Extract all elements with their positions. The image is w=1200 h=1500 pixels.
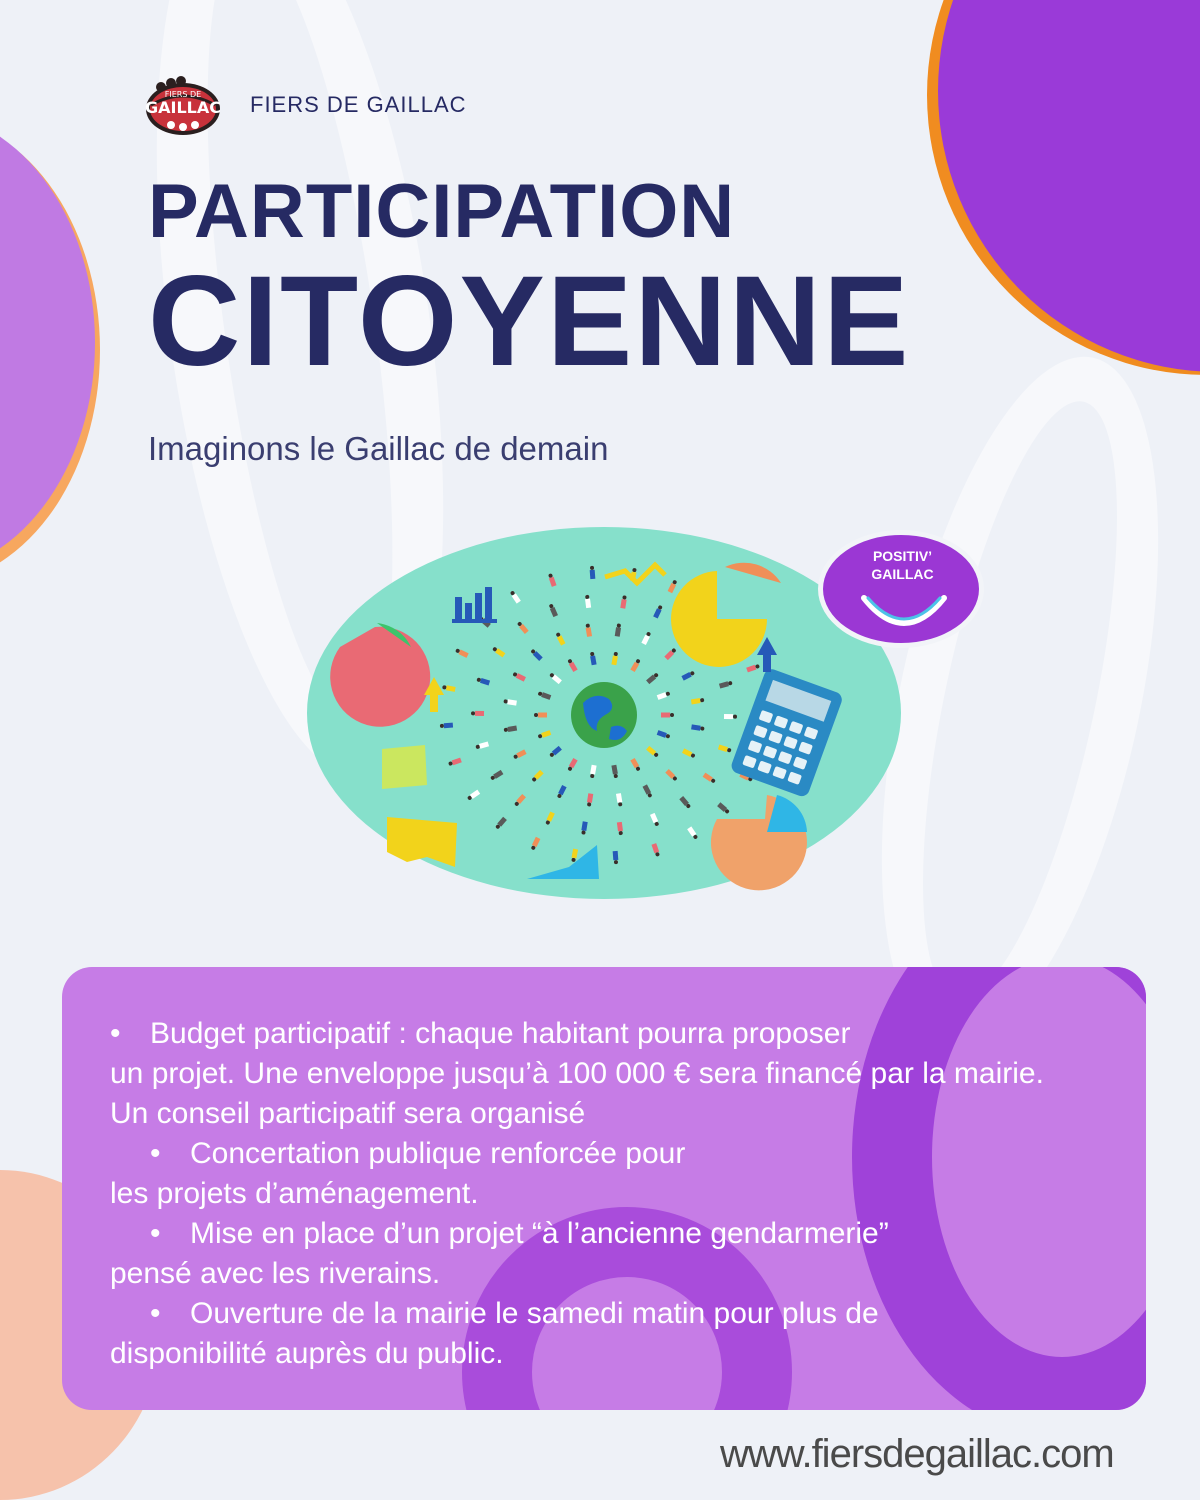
fiers-de-gaillac-logo bbox=[143, 75, 223, 137]
page-title-line-2: CITOYENNE bbox=[148, 250, 911, 393]
brand-name: FIERS DE GAILLAC bbox=[250, 92, 467, 117]
badge-label bbox=[830, 547, 975, 583]
badge-label-line-2: GAILLAC bbox=[871, 566, 934, 582]
page-subtitle: Imaginons le Gaillac de demain bbox=[148, 430, 609, 467]
page-title-line-1: PARTICIPATION bbox=[148, 169, 736, 254]
smile-icon bbox=[858, 590, 950, 634]
badge-label-line-1: POSITIV’ bbox=[872, 548, 933, 564]
list-item: • Concertation publique renforcée pour les projets d’aménagement. bbox=[110, 1134, 1200, 1214]
bullet: • bbox=[150, 1137, 161, 1170]
bullet: • bbox=[150, 1217, 161, 1250]
website-url[interactable]: www.fiersdegaillac.com bbox=[720, 1432, 1114, 1476]
svg-text:GAILLAC: GAILLAC bbox=[145, 98, 221, 117]
person-figure bbox=[724, 714, 737, 719]
decorative-circle-right bbox=[938, 0, 1200, 372]
bullet: • bbox=[110, 1017, 121, 1050]
person-figure bbox=[534, 713, 547, 718]
program-list bbox=[110, 1014, 1200, 1374]
svg-text:FIERS DE: FIERS DE bbox=[164, 90, 202, 99]
list-item: • Mise en place d’un projet “à l’ancienne gendarmerie” pensé avec les riverains. bbox=[110, 1214, 1200, 1294]
person-figure bbox=[661, 713, 674, 718]
person-figure bbox=[471, 711, 484, 716]
bullet: • bbox=[150, 1297, 161, 1330]
list-item: • Ouverture de la mairie le samedi matin pour plus de disponibilité auprès du public. bbox=[110, 1294, 1200, 1374]
citizen-participation-illustration bbox=[307, 527, 902, 900]
list-item: • Budget participatif : chaque habitant pourra proposer un projet. Une enveloppe jusqu’à 100 000 € sera financé par la mairie. Un conseil participatif sera organisé bbox=[110, 1014, 1200, 1134]
